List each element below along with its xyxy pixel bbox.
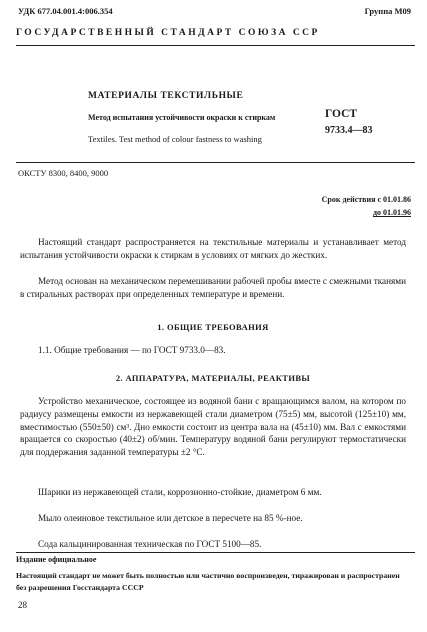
validity-until: до 01.01.96 (372, 208, 411, 217)
page-number: 28 (18, 600, 27, 610)
state-standard-banner: ГОСУДАРСТВЕННЫЙ СТАНДАРТ СОЮЗА ССР (16, 28, 320, 38)
official-edition-label: Издание официальное (16, 555, 97, 564)
okstu-codes: ОКСТУ 8300, 8400, 9000 (18, 168, 109, 178)
udk-code: УДК 677.04.001.4:006.354 (18, 6, 113, 16)
gost-number: 9733.4—83 (325, 125, 373, 136)
document-title: МАТЕРИАЛЫ ТЕКСТИЛЬНЫЕ (88, 91, 244, 101)
section-1-heading: 1. ОБЩИЕ ТРЕБОВАНИЯ (157, 322, 269, 332)
validity-from: Срок действия с 01.01.86 (321, 195, 411, 204)
intro-paragraph-1: Настоящий стандарт распространяется на текстильные материалы и устанавливает метод испытания устойчивости окраски к стиркам в условиях от мягких до жестких. (20, 237, 406, 260)
gost-label: ГОСТ (325, 108, 358, 120)
validity-period (322, 193, 411, 219)
title-rule (16, 162, 415, 163)
english-title: Textiles. Test method of colour fastness to washing (88, 134, 262, 144)
section-2-paragraph-1: Устройство механическое, состоящее из водяной бани с вращающимся валом, на котором по радиусу размещены емкости из нержавеющей стали диаметром (75±5) мм, высотой (125±10) мм, вместимостью (550±50) см³. Дно емкости состоит из центра вала на (45±10) мм. Вал с емкостями вращается со скоростью (40±2) об/мин. Температуру водяной бани регулируют термостатически для поддержания заданной температуры ±2 °С. (20, 396, 406, 458)
header-rule (16, 45, 415, 46)
section-2-paragraph-3: Мыло олеиновое текстильное или детское в пересчете на 85 %-ное. (38, 513, 303, 523)
footer-rule (16, 552, 415, 553)
intro-paragraph-2: Метод основан на механическом перемешивании рабочей пробы вместе с смежными тканями в стиральных растворах при определенных температуре и времени. (20, 276, 406, 299)
section-2-paragraph-2: Шарики из нержавеющей стали, коррозионно-стойкие, диаметром 6 мм. (38, 487, 322, 497)
group-code: Группа М09 (364, 6, 411, 16)
section-1-clause: 1.1. Общие требования — по ГОСТ 9733.0—83. (38, 345, 226, 355)
section-2-heading: 2. АППАРАТУРА, МАТЕРИАЛЫ, РЕАКТИВЫ (115, 373, 311, 383)
section-2-paragraph-4: Сода кальцинированная техническая по ГОСТ 5100—85. (38, 539, 262, 549)
reproduction-notice: Настоящий стандарт не может быть полностью или частично воспроизведен, тиражирован и распространен без разрешения Госстандарта СССР (16, 571, 400, 592)
document-subtitle: Метод испытания устойчивости окраски к стиркам (88, 113, 276, 122)
